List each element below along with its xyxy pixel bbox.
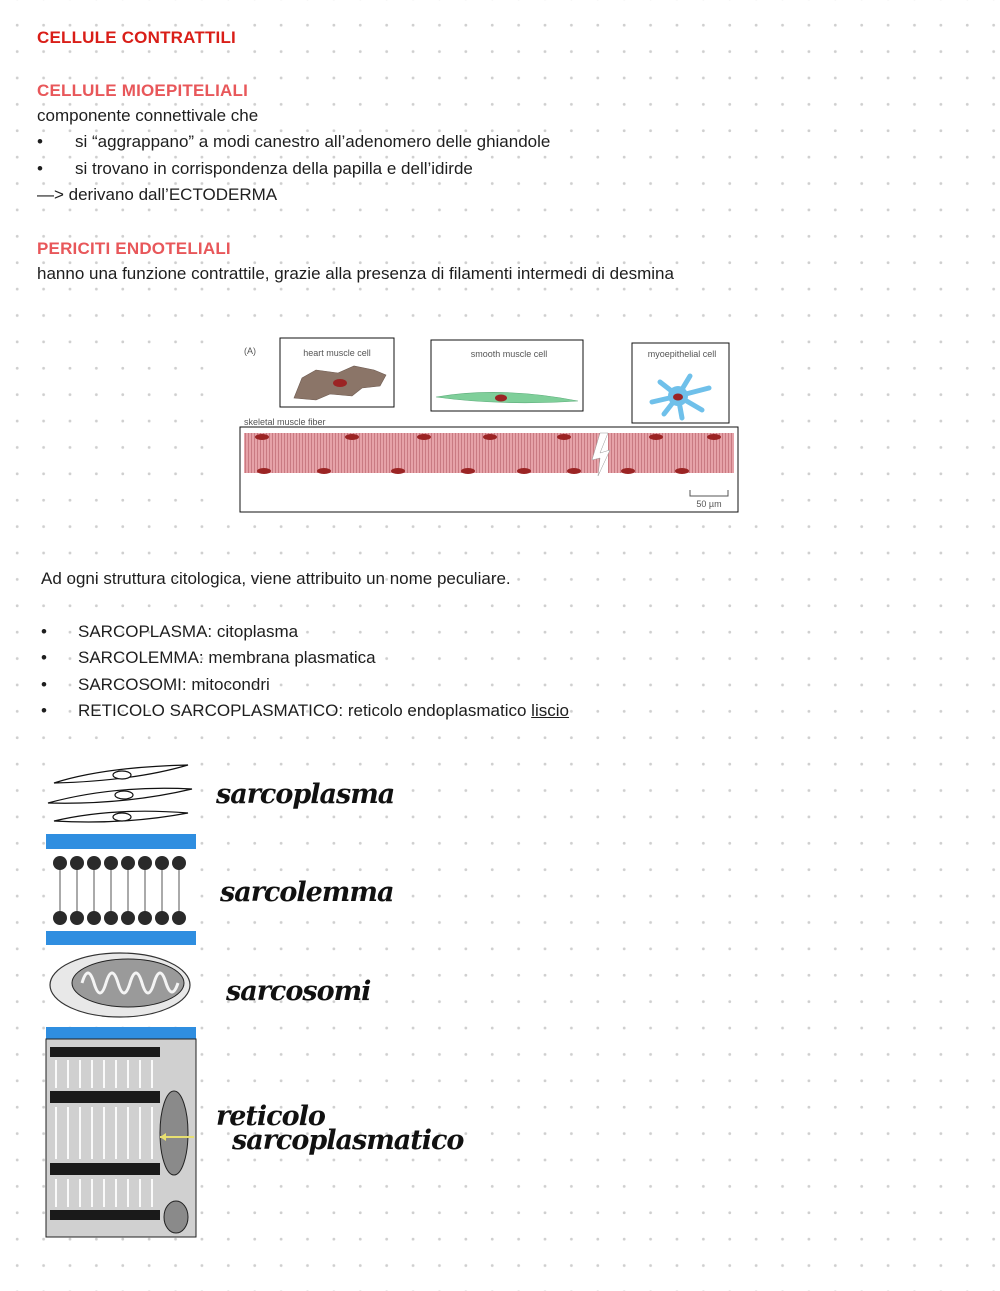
scale-bar-label: 50 µm — [696, 499, 722, 509]
term-reticolo-text: RETICOLO SARCOPLASMATICO: reticolo endoplasmatico — [78, 701, 532, 720]
bullet-marker: • — [41, 701, 47, 720]
bullet-marker: • — [41, 622, 47, 641]
section-title-periciti-endoteliali: PERICITI ENDOTELIALI — [37, 239, 231, 258]
handwritten-sarcolemma: sarcolemma — [220, 877, 394, 908]
myoepithelial-cell-label: myoepithelial cell — [647, 349, 717, 359]
bullet-marker: • — [41, 648, 47, 667]
handwritten-sarcoplasmatico: sarcoplasmatico — [232, 1125, 464, 1156]
smooth-muscle-cell-panel — [431, 340, 583, 411]
section-title-cellule-contrattili: CELLULE CONTRATTILI — [37, 28, 236, 47]
divider-bar — [46, 834, 196, 849]
section4-intro: Ad ogni struttura citologica, viene attribuito un nome peculiare. — [41, 569, 511, 588]
mioepiteliali-bullet-1: si “aggrappano” a modi canestro all’adenomero delle ghiandole — [75, 132, 551, 151]
smooth-muscle-cell-label: smooth muscle cell — [470, 349, 548, 359]
mioepiteliali-intro: componente connettivale che — [37, 106, 259, 125]
underlined-word-liscio: liscio — [531, 701, 569, 720]
skeletal-muscle-fiber-label: skeletal muscle fiber — [244, 417, 326, 427]
bullet-marker: • — [37, 159, 43, 178]
mioepiteliali-bullet-2: si trovano in corrispondenza della papilla e dell’idirde — [75, 159, 473, 178]
handwritten-reticolo: reticolo — [216, 1101, 325, 1132]
term-reticolo-sarcoplasmatico — [78, 698, 569, 724]
myoepithelial-cell-nucleus — [673, 394, 683, 401]
muscle-cell-types-figure — [212, 330, 762, 520]
sarcolemma-illustration — [46, 850, 196, 930]
ectoderma-note: —> derivano dall’ECTODERMA — [37, 185, 278, 204]
skeletal-muscle-fiber-panel — [240, 417, 738, 512]
term-sarcoplasma: SARCOPLASMA: citoplasma — [78, 622, 299, 641]
handwritten-sarcoplasma: sarcoplasma — [216, 779, 395, 810]
heart-muscle-cell-panel — [280, 338, 394, 407]
section-title-cellule-mioepiteliali: CELLULE MIOEPITELIALI — [37, 81, 249, 100]
divider-bar — [46, 931, 196, 945]
heart-muscle-cell-label: heart muscle cell — [303, 348, 371, 358]
bullet-marker: • — [41, 675, 47, 694]
divider-bar — [46, 1027, 196, 1039]
handwritten-sarcosomi: sarcosomi — [226, 976, 371, 1007]
reticolo-sarcoplasmatico-illustration — [46, 1039, 196, 1237]
term-sarcolemma: SARCOLEMMA: membrana plasmatica — [78, 648, 376, 667]
sarcoplasma-illustration — [46, 755, 196, 833]
figure-panel-label: (A) — [244, 346, 256, 356]
sarcosomi-illustration — [46, 946, 196, 1026]
bullet-marker: • — [37, 132, 43, 151]
term-sarcosomi: SARCOSOMI: mitocondri — [78, 675, 270, 694]
periciti-text: hanno una funzione contrattile, grazie alla presenza di filamenti intermedi di desmina — [37, 264, 674, 283]
myoepithelial-cell-panel — [632, 343, 729, 423]
cell-structures-figure — [44, 755, 464, 1240]
heart-cell-nucleus — [333, 379, 347, 387]
smooth-cell-nucleus — [495, 395, 507, 402]
